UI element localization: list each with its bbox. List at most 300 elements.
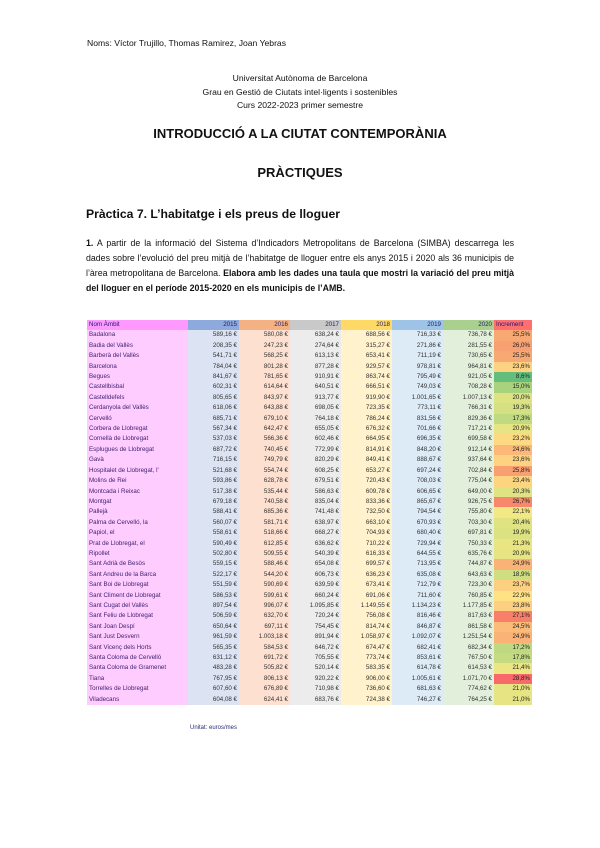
price-cell-2016: 612,85 € [239, 539, 290, 549]
municipality-name: Sant Climent de Llobregat [87, 591, 188, 601]
col-header-2015: 2015 [188, 320, 239, 330]
municipality-name: Ripollet [87, 549, 188, 559]
price-cell-2016: 740,45 € [239, 445, 290, 455]
increment-cell: 19,9% [494, 528, 532, 538]
price-cell-2015: 521,68 € [188, 466, 239, 476]
increment-cell: 28,8% [494, 674, 532, 684]
price-cell-2019: 831,56 € [392, 414, 443, 424]
price-cell-2018: 773,74 € [341, 653, 392, 663]
increment-cell: 21,0% [494, 684, 532, 694]
table-row [87, 580, 532, 590]
price-cell-2018: 786,24 € [341, 414, 392, 424]
price-cell-2019: 614,78 € [392, 663, 443, 673]
price-cell-2016: 801,28 € [239, 362, 290, 372]
price-cell-2017: 705,55 € [290, 653, 341, 663]
price-cell-2017: 520,14 € [290, 663, 341, 673]
price-cell-2015: 586,53 € [188, 591, 239, 601]
price-cell-2019: 635,08 € [392, 570, 443, 580]
price-cell-2016: 247,23 € [239, 341, 290, 351]
section-heading: Pràctica 7. L’habitatge i els preus de lloguer [86, 207, 340, 221]
price-cell-2020: 643,63 € [443, 570, 494, 580]
price-cell-2016: 781,65 € [239, 372, 290, 382]
municipality-name: Barcelona [87, 362, 188, 372]
price-cell-2019: 746,27 € [392, 695, 443, 705]
price-cell-2019: 680,40 € [392, 528, 443, 538]
table-row [87, 476, 532, 486]
price-cell-2016: 535,44 € [239, 487, 290, 497]
price-cell-2015: 841,67 € [188, 372, 239, 382]
municipality-name: Castellbisbal [87, 382, 188, 392]
price-cell-2018: 724,38 € [341, 695, 392, 705]
price-cell-2017: 638,24 € [290, 330, 341, 340]
increment-cell: 23,2% [494, 434, 532, 444]
municipality-name: Cerdanyola del Vallès [87, 403, 188, 413]
price-cell-2015: 716,15 € [188, 455, 239, 465]
table-row [87, 622, 532, 632]
price-cell-2020: 764,25 € [443, 695, 494, 705]
price-cell-2018: 691,06 € [341, 591, 392, 601]
price-cell-2018: 732,50 € [341, 507, 392, 517]
table-row [87, 663, 532, 673]
price-cell-2020: 767,50 € [443, 653, 494, 663]
price-cell-2020: 775,04 € [443, 476, 494, 486]
price-cell-2016: 642,47 € [239, 424, 290, 434]
table-row [87, 434, 532, 444]
price-cell-2016: 740,58 € [239, 497, 290, 507]
price-cell-2015: 679,18 € [188, 497, 239, 507]
increment-cell: 17,8% [494, 653, 532, 663]
price-cell-2018: 906,00 € [341, 674, 392, 684]
price-cell-2018: 636,23 € [341, 570, 392, 580]
price-cell-2018: 663,10 € [341, 518, 392, 528]
table-row [87, 487, 532, 497]
price-cell-2019: 716,33 € [392, 330, 443, 340]
table-row [87, 507, 532, 517]
increment-cell: 21,3% [494, 539, 532, 549]
table-row [87, 570, 532, 580]
price-cell-2018: 674,47 € [341, 643, 392, 653]
price-cell-2018: 720,43 € [341, 476, 392, 486]
increment-cell: 18,9% [494, 570, 532, 580]
table-row [87, 403, 532, 413]
price-cell-2018: 863,74 € [341, 372, 392, 382]
municipality-name: Castelldefels [87, 393, 188, 403]
col-header-increment: Increment [494, 320, 532, 330]
university-name: Universitat Autònoma de Barcelona [232, 73, 368, 83]
price-cell-2018: 814,74 € [341, 622, 392, 632]
municipality-name: Sant Joan Despí [87, 622, 188, 632]
price-cell-2019: 681,63 € [392, 684, 443, 694]
municipality-name: Barberà del Vallès [87, 351, 188, 361]
table-row [87, 382, 532, 392]
price-cell-2019: 865,67 € [392, 497, 443, 507]
municipality-name: Badia del Vallès [87, 341, 188, 351]
price-cell-2019: 978,81 € [392, 362, 443, 372]
table-row [87, 497, 532, 507]
institution-block [0, 72, 600, 113]
table-row [87, 445, 532, 455]
course-year: Curs 2022-2023 primer semestre [236, 100, 364, 110]
price-cell-2018: 814,91 € [341, 445, 392, 455]
price-cell-2016: 566,36 € [239, 434, 290, 444]
price-cell-2015: 961,59 € [188, 632, 239, 642]
table-row [87, 372, 532, 382]
price-cell-2017: 1.095,85 € [290, 601, 341, 611]
price-cell-2018: 919,90 € [341, 393, 392, 403]
price-cell-2017: 710,98 € [290, 684, 341, 694]
price-cell-2018: 736,60 € [341, 684, 392, 694]
table-row [87, 455, 532, 465]
price-cell-2015: 560,07 € [188, 518, 239, 528]
price-cell-2020: 926,75 € [443, 497, 494, 507]
price-cell-2018: 704,93 € [341, 528, 392, 538]
price-cell-2020: 829,36 € [443, 414, 494, 424]
price-cell-2016: 584,53 € [239, 643, 290, 653]
price-cell-2016: 679,10 € [239, 414, 290, 424]
price-cell-2016: 691,72 € [239, 653, 290, 663]
price-cell-2016: 643,88 € [239, 403, 290, 413]
table-row [87, 559, 532, 569]
price-cell-2019: 853,61 € [392, 653, 443, 663]
price-cell-2018: 1.149,55 € [341, 601, 392, 611]
price-cell-2018: 676,32 € [341, 424, 392, 434]
price-cell-2015: 537,03 € [188, 434, 239, 444]
increment-cell: 23,7% [494, 580, 532, 590]
price-cell-2019: 749,03 € [392, 382, 443, 392]
table-row [87, 466, 532, 476]
increment-cell: 25,5% [494, 330, 532, 340]
price-cell-2017: 835,04 € [290, 497, 341, 507]
table-row [87, 549, 532, 559]
municipality-name: Pallejà [87, 507, 188, 517]
price-cell-2019: 888,67 € [392, 455, 443, 465]
col-header-2017: 2017 [290, 320, 341, 330]
increment-cell: 25,5% [494, 351, 532, 361]
price-cell-2017: 654,08 € [290, 559, 341, 569]
table-header-row [87, 320, 532, 330]
price-cell-2020: 774,62 € [443, 684, 494, 694]
price-cell-2020: 964,81 € [443, 362, 494, 372]
price-cell-2019: 712,79 € [392, 580, 443, 590]
price-cell-2016: 590,69 € [239, 580, 290, 590]
price-cell-2015: 602,31 € [188, 382, 239, 392]
table-row [87, 330, 532, 340]
table-row [87, 414, 532, 424]
municipality-name: Sant Feliu de Llobregat [87, 611, 188, 621]
price-cell-2017: 655,05 € [290, 424, 341, 434]
price-cell-2019: 794,54 € [392, 507, 443, 517]
increment-cell: 26,7% [494, 497, 532, 507]
price-cell-2020: 921,05 € [443, 372, 494, 382]
price-cell-2016: 568,25 € [239, 351, 290, 361]
price-cell-2020: 281,55 € [443, 341, 494, 351]
price-cell-2017: 913,77 € [290, 393, 341, 403]
price-cell-2019: 670,93 € [392, 518, 443, 528]
table-row [87, 518, 532, 528]
municipality-name: Sant Boi de Llobregat [87, 580, 188, 590]
price-cell-2020: 708,28 € [443, 382, 494, 392]
col-header-2016: 2016 [239, 320, 290, 330]
price-cell-2019: 1.092,07 € [392, 632, 443, 642]
price-cell-2018: 653,41 € [341, 351, 392, 361]
price-cell-2019: 701,66 € [392, 424, 443, 434]
price-cell-2017: 638,97 € [290, 518, 341, 528]
price-cell-2017: 820,29 € [290, 455, 341, 465]
price-cell-2019: 1.001,65 € [392, 393, 443, 403]
price-cell-2017: 920,22 € [290, 674, 341, 684]
price-cell-2020: 1.177,85 € [443, 601, 494, 611]
price-cell-2015: 687,72 € [188, 445, 239, 455]
increment-cell: 20,3% [494, 487, 532, 497]
table-row [87, 674, 532, 684]
document-title: INTRODUCCIÓ A LA CIUTAT CONTEMPORÀNIA [153, 126, 447, 141]
municipality-name: Palma de Cervelló, la [87, 518, 188, 528]
municipality-name: Esplugues de Llobregat [87, 445, 188, 455]
price-cell-2016: 581,71 € [239, 518, 290, 528]
col-header-2020: 2020 [443, 320, 494, 330]
table-body [87, 330, 532, 705]
price-cell-2015: 805,65 € [188, 393, 239, 403]
price-cell-2020: 1.007,13 € [443, 393, 494, 403]
price-cell-2015: 588,41 € [188, 507, 239, 517]
degree-name: Grau en Gestió de Ciutats intel·ligents i sostenibles [202, 86, 398, 97]
price-cell-2017: 772,99 € [290, 445, 341, 455]
price-cell-2017: 640,51 € [290, 382, 341, 392]
price-cell-2019: 697,24 € [392, 466, 443, 476]
price-cell-2020: 766,31 € [443, 403, 494, 413]
increment-cell: 26,0% [494, 341, 532, 351]
price-cell-2020: 702,84 € [443, 466, 494, 476]
price-cell-2017: 602,46 € [290, 434, 341, 444]
price-cell-2015: 604,08 € [188, 695, 239, 705]
price-cell-2019: 848,20 € [392, 445, 443, 455]
table-row [87, 601, 532, 611]
price-cell-2018: 653,27 € [341, 466, 392, 476]
price-cell-2020: 760,85 € [443, 591, 494, 601]
price-cell-2018: 723,35 € [341, 403, 392, 413]
exercise-number: 1. [86, 238, 94, 248]
municipality-name: Begues [87, 372, 188, 382]
price-cell-2017: 720,24 € [290, 611, 341, 621]
price-cell-2018: 688,56 € [341, 330, 392, 340]
price-cell-2020: 703,30 € [443, 518, 494, 528]
price-cell-2015: 517,38 € [188, 487, 239, 497]
price-cell-2018: 929,57 € [341, 362, 392, 372]
unit-note: Unitat: euros/mes [190, 725, 238, 731]
price-cell-2016: 685,36 € [239, 507, 290, 517]
price-cell-2015: 559,15 € [188, 559, 239, 569]
price-cell-2019: 606,65 € [392, 487, 443, 497]
increment-cell: 25,8% [494, 466, 532, 476]
price-cell-2016: 996,07 € [239, 601, 290, 611]
price-cell-2020: 682,34 € [443, 643, 494, 653]
exercise-text: A partir de la informació del Sistema d’Indicadors Metropolitans de Barcelona (SIMBA) descarrega les dades sobre l’evolució del preu mitjà de l’habitatge de lloguer entre els anys 2015 i 2020 als 36 municipis de l’àrea metropolitana de Barcelona. [86, 238, 514, 278]
price-cell-2017: 608,25 € [290, 466, 341, 476]
price-cell-2020: 699,58 € [443, 434, 494, 444]
price-cell-2015: 502,80 € [188, 549, 239, 559]
price-cell-2019: 271,86 € [392, 341, 443, 351]
document-subtitle: PRÀCTIQUES [257, 165, 343, 180]
increment-cell: 23,6% [494, 455, 532, 465]
increment-cell: 22,9% [494, 591, 532, 601]
increment-cell: 22,1% [494, 507, 532, 517]
table-row [87, 591, 532, 601]
price-cell-2015: 590,49 € [188, 539, 239, 549]
increment-cell: 23,6% [494, 362, 532, 372]
price-cell-2016: 697,11 € [239, 622, 290, 632]
price-cell-2016: 676,89 € [239, 684, 290, 694]
price-cell-2015: 650,64 € [188, 622, 239, 632]
price-cell-2019: 708,03 € [392, 476, 443, 486]
price-cell-2016: 580,08 € [239, 330, 290, 340]
price-cell-2017: 741,48 € [290, 507, 341, 517]
price-cell-2020: 755,80 € [443, 507, 494, 517]
price-cell-2016: 554,74 € [239, 466, 290, 476]
municipality-name: Corbera de Llobregat [87, 424, 188, 434]
price-cell-2020: 937,64 € [443, 455, 494, 465]
increment-cell: 17,2% [494, 643, 532, 653]
price-cell-2017: 668,27 € [290, 528, 341, 538]
price-cell-2016: 518,66 € [239, 528, 290, 538]
price-cell-2017: 764,18 € [290, 414, 341, 424]
table-row [87, 695, 532, 705]
price-cell-2016: 749,79 € [239, 455, 290, 465]
price-cell-2017: 639,59 € [290, 580, 341, 590]
price-cell-2017: 636,62 € [290, 539, 341, 549]
price-cell-2019: 1.005,61 € [392, 674, 443, 684]
price-cell-2018: 710,22 € [341, 539, 392, 549]
price-cell-2018: 673,41 € [341, 580, 392, 590]
price-cell-2018: 699,57 € [341, 559, 392, 569]
price-cell-2018: 849,41 € [341, 455, 392, 465]
price-cell-2017: 683,76 € [290, 695, 341, 705]
price-cell-2017: 891,94 € [290, 632, 341, 642]
municipality-name: Torrelles de Llobregat [87, 684, 188, 694]
table-row [87, 611, 532, 621]
municipality-name: Sant Adrià de Besòs [87, 559, 188, 569]
price-cell-2015: 631,12 € [188, 653, 239, 663]
price-cell-2017: 613,13 € [290, 351, 341, 361]
price-cell-2019: 713,95 € [392, 559, 443, 569]
increment-cell: 21,0% [494, 695, 532, 705]
price-cell-2019: 729,94 € [392, 539, 443, 549]
price-cell-2020: 649,00 € [443, 487, 494, 497]
price-cell-2016: 1.003,18 € [239, 632, 290, 642]
table-row [87, 684, 532, 694]
col-header-2018: 2018 [341, 320, 392, 330]
price-cell-2020: 697,81 € [443, 528, 494, 538]
table-row [87, 362, 532, 372]
price-cell-2020: 750,33 € [443, 539, 494, 549]
price-cell-2018: 664,95 € [341, 434, 392, 444]
price-cell-2015: 567,34 € [188, 424, 239, 434]
municipality-name: Gavà [87, 455, 188, 465]
price-cell-2020: 614,53 € [443, 663, 494, 673]
municipality-name: Sant Just Desvern [87, 632, 188, 642]
price-cell-2016: 509,55 € [239, 549, 290, 559]
price-cell-2015: 541,71 € [188, 351, 239, 361]
price-cell-2017: 540,39 € [290, 549, 341, 559]
price-cell-2018: 616,33 € [341, 549, 392, 559]
table-row [87, 643, 532, 653]
increment-cell: 15,0% [494, 382, 532, 392]
price-cell-2019: 773,11 € [392, 403, 443, 413]
price-cell-2019: 696,35 € [392, 434, 443, 444]
price-cell-2017: 679,51 € [290, 476, 341, 486]
increment-cell: 8,6% [494, 372, 532, 382]
increment-cell: 23,4% [494, 476, 532, 486]
price-cell-2019: 711,60 € [392, 591, 443, 601]
price-cell-2020: 1.251,54 € [443, 632, 494, 642]
price-cell-2016: 505,82 € [239, 663, 290, 673]
price-cell-2016: 806,13 € [239, 674, 290, 684]
price-cell-2016: 599,61 € [239, 591, 290, 601]
price-cell-2015: 593,86 € [188, 476, 239, 486]
table-row [87, 653, 532, 663]
price-cell-2015: 506,59 € [188, 611, 239, 621]
price-cell-2016: 614,64 € [239, 382, 290, 392]
increment-cell: 24,9% [494, 632, 532, 642]
price-cell-2015: 618,06 € [188, 403, 239, 413]
price-cell-2015: 208,35 € [188, 341, 239, 351]
price-cell-2020: 744,87 € [443, 559, 494, 569]
price-cell-2015: 897,54 € [188, 601, 239, 611]
price-cell-2016: 632,70 € [239, 611, 290, 621]
price-cell-2017: 586,63 € [290, 487, 341, 497]
price-cell-2015: 607,60 € [188, 684, 239, 694]
municipality-name: Montcada i Reixac [87, 487, 188, 497]
price-cell-2015: 589,16 € [188, 330, 239, 340]
exercise-instruction: Elabora amb les dades una taula que mostri la variació del preu mitjà del lloguer en el període 2015-2020 en els municipis de l’AMB. [86, 268, 514, 293]
price-cell-2015: 483,28 € [188, 663, 239, 673]
increment-cell: 27,1% [494, 611, 532, 621]
price-cell-2015: 685,71 € [188, 414, 239, 424]
price-cell-2018: 666,51 € [341, 382, 392, 392]
price-cell-2017: 754,45 € [290, 622, 341, 632]
municipality-name: Sant Vicenç dels Horts [87, 643, 188, 653]
increment-cell: 24,9% [494, 559, 532, 569]
price-cell-2015: 784,04 € [188, 362, 239, 372]
price-cell-2020: 635,76 € [443, 549, 494, 559]
table-row [87, 632, 532, 642]
municipality-name: Hospitalet de Llobregat, l' [87, 466, 188, 476]
municipality-name: Santa Coloma de Cervelló [87, 653, 188, 663]
increment-cell: 20,0% [494, 393, 532, 403]
price-cell-2015: 767,95 € [188, 674, 239, 684]
col-header-2019: 2019 [392, 320, 443, 330]
municipality-name: Santa Coloma de Gramenet [87, 663, 188, 673]
price-cell-2015: 522,17 € [188, 570, 239, 580]
municipality-name: Sant Andreu de la Barca [87, 570, 188, 580]
price-cell-2020: 723,30 € [443, 580, 494, 590]
price-cell-2020: 736,78 € [443, 330, 494, 340]
price-cell-2019: 711,19 € [392, 351, 443, 361]
municipality-name: Papiol, el [87, 528, 188, 538]
municipality-name: Sant Cugat del Vallès [87, 601, 188, 611]
increment-cell: 24,5% [494, 622, 532, 632]
price-cell-2017: 877,28 € [290, 362, 341, 372]
price-cell-2017: 910,91 € [290, 372, 341, 382]
price-cell-2020: 730,65 € [443, 351, 494, 361]
price-cell-2017: 646,72 € [290, 643, 341, 653]
rent-price-table [87, 320, 532, 705]
price-cell-2017: 698,05 € [290, 403, 341, 413]
municipality-name: Prat de Llobregat, el [87, 539, 188, 549]
price-cell-2019: 846,87 € [392, 622, 443, 632]
increment-cell: 20,9% [494, 424, 532, 434]
increment-cell: 17,3% [494, 414, 532, 424]
exercise-paragraph [86, 236, 514, 296]
